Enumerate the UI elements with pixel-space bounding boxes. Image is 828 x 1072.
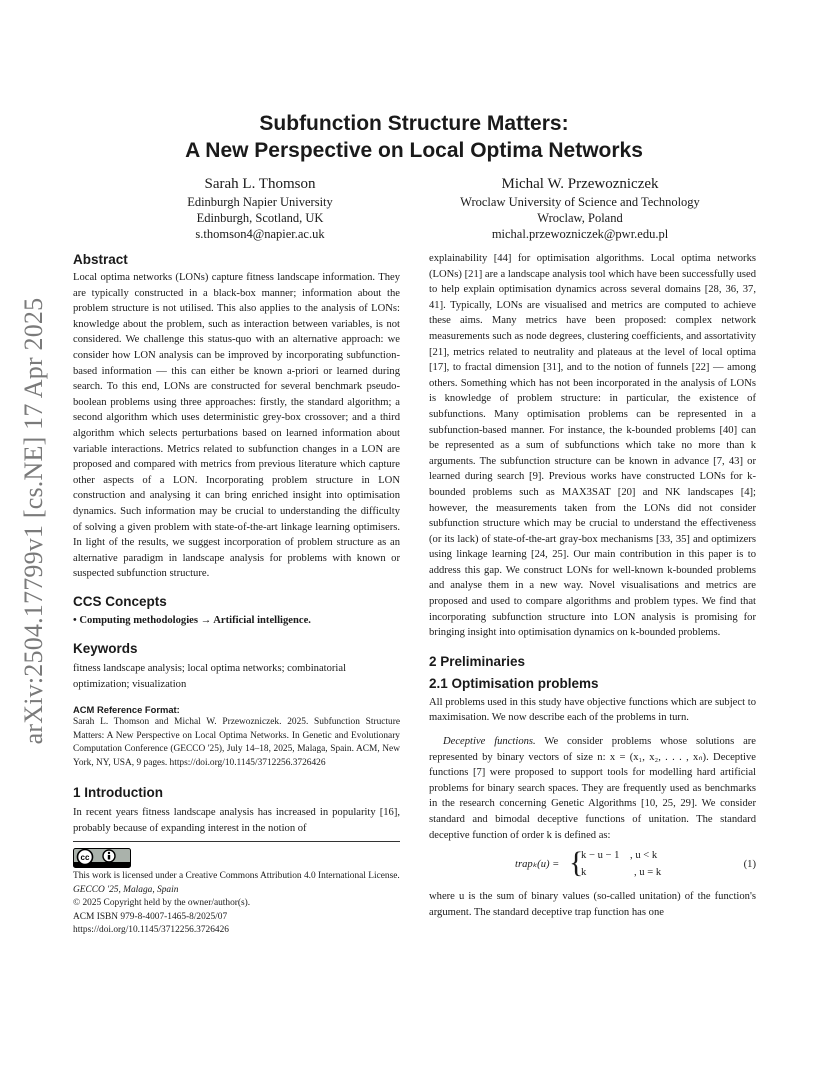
acm-ref-text: Sarah L. Thomson and Michal W. Przewozniczek. 2025. Subfunction Structure Matters: A New Perspective on Local Optima Networks. In Genetic and Evolutionary Computation Conference (GECCO '25), July 14–18, 2025, Malaga, Spain. ACM, New York, NY, USA, 9 pages. https://doi.org/10.1145/3712256.3726426 xyxy=(73,717,400,768)
introduction-continued-text: explainability [44] for optimisation algorithms. Local optima networks (LONs) [21] are a landscape analysis tool which have been successfully used to help explain optimisation dynamics across several domains [28, 36, 37, 41]. Typically, LONs are visualised and metrics are computed to achieve these aims. Many metrics have been proposed: complex network measurements such as node degrees, clustering coefficients, and assortativity [21], metrics related to neutrality and plateaus at the level of local optima [17], to fractal dimension [31], and to the notion of funnels [22] — among others. Something which has not been incorporated in the analysis of LONs is knowledge of problem structure: in particular, the existence of subfunctions. Many optimisation problems can be represented in a subfunction-based manner. For instance, the k-bounded problems [40] can be represented as a sum of subfunctions which take no more than k arguments. The subfunction structure can be known in advance [7, 43] or learned during search [9]. Previous works have constructed LONs for k-bounded problems such as MAX3SAT [20] and NK landscapes [4]; however, the measurements taken from the LONs did not consider subfunction structure which may be crucial to understand the effectiveness (or its lack) of state-of-the-art gray-box mechanisms [33, 35] and optimizers using linkage learning [24, 25]. Our main contribution in this paper is to address this gap. We construct LONs for well-known k-bounded problems and analyse them in a new way. Novel visualisations and metrics are proposed and used to compare algorithms and problem types. We find that incorporating subfunction structure into LON analysis is promising for bringing insight into optimisation dynamics on k-bounded problems. xyxy=(429,253,756,639)
acm-ref-heading: ACM Reference Format: xyxy=(73,703,180,715)
keywords-heading: Keywords xyxy=(73,641,138,657)
author2-name: Michal W. Przewozniczek xyxy=(501,176,659,192)
introduction-heading: 1 Introduction xyxy=(73,785,163,801)
arxiv-identifier: arXiv:2504.17799v1 [cs.NE] 17 Apr 2025 xyxy=(19,297,48,745)
paper-title-line2: A New Perspective on Local Optima Networks xyxy=(185,139,643,162)
deceptive-functions-lead: Deceptive functions. xyxy=(443,736,536,748)
equation-1 xyxy=(429,845,756,885)
abstract-heading: Abstract xyxy=(73,252,128,267)
license-text: This work is licensed under a Creative Commons Attribution 4.0 International License. xyxy=(73,871,400,882)
author2-place: Wroclaw, Poland xyxy=(537,211,623,225)
keywords-text: fitness landscape analysis; local optima networks; combinatorial optimization; visualization xyxy=(73,663,347,691)
footnote-rule xyxy=(73,841,400,842)
cc-by-badge xyxy=(73,848,400,868)
paper-title-line1: Subfunction Structure Matters: xyxy=(259,112,569,135)
optimisation-problems-text: All problems used in this study have objective functions which are subject to maximisation. We now describe each of the problems in turn. xyxy=(429,696,756,724)
abstract-text: Local optima networks (LONs) capture fitness landscape information. They are typically constructed in a black-box manner; information about the problem structure is not utilised. This also applies to the analysis of LONs: knowledge about the problem, such as interaction between variables, is not considered. We challenge this status-quo with an alternative approach: we consider how LON analysis can be improved by incorporating subfunction-based information — this can either be known a-priori or learned during search. To this end, LONs are constructed for several benchmark pseudo-boolean problems using three approaches: firstly, the standard algorithm; a second algorithm which uses deterministic grey-box crossover; and a third algorithm which selects perturbations based on learned information about variable interactions. Metrics related to subfunction changes in a LON are proposed and compared with metrics from previous literature which capture other aspects of a LON. Incorporating problem structure in LON construction and analysing it can bring enriched insight into optimisation dynamics. Such information may be crucial to understanding the difficulty of solving a given problem with state-of-the-art linkage learning optimisers. In light of the results, we suggest incorporation of problem structure as an alternative paradigm in landscape analysis for problems with known or suspected subfunction structure. xyxy=(73,272,400,580)
footer-isbn: ACM ISBN 979-8-4007-1465-8/2025/07 xyxy=(73,911,228,922)
optimisation-problems-heading: 2.1 Optimisation problems xyxy=(429,675,599,691)
equation-case2: k , u = k xyxy=(581,867,662,879)
ccs-text: • Computing methodologies → Artificial intelligence. xyxy=(73,614,311,626)
equation-brace: { xyxy=(569,846,584,880)
author2-block xyxy=(430,174,730,242)
author1-block xyxy=(130,174,390,242)
left-column xyxy=(73,251,400,938)
author2-affiliation: Wroclaw University of Science and Technology xyxy=(460,195,700,209)
footer-venue: GECCO '25, Malaga, Spain xyxy=(73,884,179,895)
after-equation-text: where u is the sum of binary values (so-called unitation) of the function's argument. The standard deceptive trap function has one xyxy=(429,891,756,918)
deceptive-functions-text: We consider problems whose solutions are represented by binary vectors of size n: x = (x₁, x₂, . . . , xₙ). Deceptive functions [7] were proposed to support tools for modelling hard artificial problems for binary search spaces. They are frequently used as benchmarks in the research concerning Genetic Algorithms [10, 25, 29]. We consider standard and bimodal deceptive functions of unitation. The standard deceptive function of order k is defined as: xyxy=(429,736,756,841)
author1-email: s.thomson4@napier.ac.uk xyxy=(195,227,325,241)
author1-name: Sarah L. Thomson xyxy=(204,176,316,192)
right-column xyxy=(429,251,756,920)
introduction-text: In recent years fitness landscape analysis has increased in popularity [16], probably because of expanding interest in the notion of xyxy=(73,807,400,834)
creative-commons-icon xyxy=(73,848,131,868)
svg-text:cc: cc xyxy=(80,853,90,863)
author1-affiliation: Edinburgh Napier University xyxy=(187,195,333,209)
author1-place: Edinburgh, Scotland, UK xyxy=(196,211,324,225)
footer-copyright: © 2025 Copyright held by the owner/author(s). xyxy=(73,898,251,909)
equation-number: (1) xyxy=(743,859,756,871)
deceptive-functions-paragraph xyxy=(429,734,756,843)
ccs-heading: CCS Concepts xyxy=(73,593,167,609)
author2-email: michal.przewozniczek@pwr.edu.pl xyxy=(491,227,669,241)
equation-lhs: trapₖ(u) = xyxy=(515,859,560,871)
equation-case1: k − u − 1 , u < k xyxy=(581,850,658,862)
footer-doi: https://doi.org/10.1145/3712256.3726426 xyxy=(73,925,229,936)
preliminaries-heading: 2 Preliminaries xyxy=(429,653,526,669)
